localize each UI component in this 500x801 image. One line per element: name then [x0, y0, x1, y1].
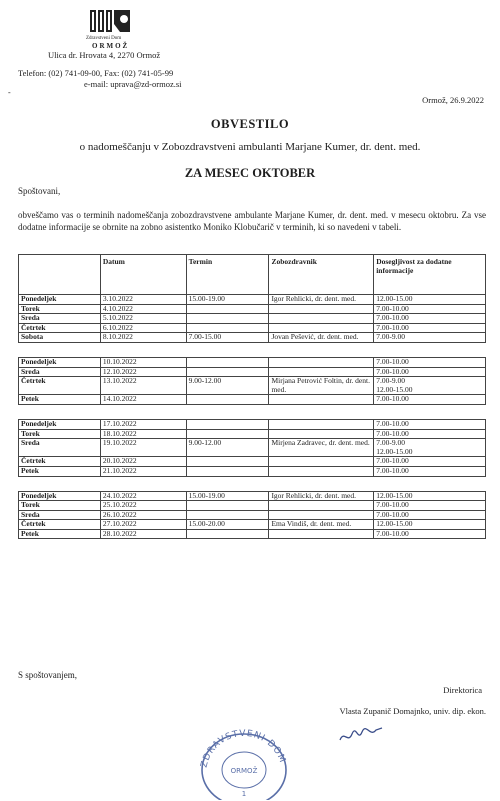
cell-dentist [269, 314, 374, 324]
cell-availability: 7.00-10.00 [374, 357, 486, 367]
month-title: ZA MESEC OKTOBER [184, 166, 316, 180]
gap-cell [269, 342, 374, 357]
cell-day: Četrtek [19, 377, 101, 395]
cell-day: Ponedeljek [19, 357, 101, 367]
official-stamp [188, 722, 300, 800]
cell-day: Torek [19, 429, 101, 439]
table-row [19, 429, 486, 439]
cell-day: Sreda [19, 439, 101, 457]
svg-text:ZDRAVSTVENI DOM: ZDRAVSTVENI DOM [199, 728, 288, 769]
table-row [19, 466, 486, 476]
cell-dentist [269, 529, 374, 539]
cell-availability: 7.00-9.00 12.00-15.00 [374, 439, 486, 457]
header-cell-dentist: Zobozdravnik [269, 255, 374, 295]
cell-date: 10.10.2022 [100, 357, 186, 367]
cell-time [186, 419, 269, 429]
cell-dentist: Mirjana Petrović Foltin, dr. dent. med. [269, 377, 374, 395]
cell-time: 15.00-20.00 [186, 520, 269, 530]
cell-date: 20.10.2022 [100, 457, 186, 467]
gap-cell [19, 404, 101, 419]
cell-availability: 12.00-15.00 [374, 520, 486, 530]
org-name-line2: ORMOŽ [92, 42, 130, 50]
cell-availability: 12.00-15.00 [374, 295, 486, 305]
cell-day: Sreda [19, 367, 101, 377]
cell-availability: 7.00-10.00 [374, 510, 486, 520]
cell-availability: 7.00-10.00 [374, 304, 486, 314]
cell-day: Četrtek [19, 323, 101, 333]
gap-cell [100, 476, 186, 491]
cell-date: 17.10.2022 [100, 419, 186, 429]
cell-date: 24.10.2022 [100, 491, 186, 501]
org-phone: Telefon: (02) 741-09-00, Fax: (02) 741-05-99 [18, 68, 174, 78]
table-row [19, 419, 486, 429]
cell-availability: 7.00-10.00 [374, 429, 486, 439]
gap-cell [100, 404, 186, 419]
cell-availability: 7.00-10.00 [374, 529, 486, 539]
closing: S spoštovanjem, [18, 670, 78, 680]
cell-date: 12.10.2022 [100, 367, 186, 377]
cell-dentist: Jovan Pešević, dr. dent. med. [269, 333, 374, 343]
document-title: OBVESTILO [210, 117, 290, 131]
table-row [19, 357, 486, 367]
cell-dentist: Ema Vindiš, dr. dent. med. [269, 520, 374, 530]
cell-dentist [269, 395, 374, 405]
cell-availability: 7.00-10.00 [374, 419, 486, 429]
cell-time [186, 466, 269, 476]
organization-logo [86, 6, 136, 36]
svg-text:ORMOŽ: ORMOŽ [230, 767, 258, 775]
schedule-table [18, 254, 486, 539]
gap-cell [374, 342, 486, 357]
table-row [19, 529, 486, 539]
cell-date: 6.10.2022 [100, 323, 186, 333]
gap-cell [374, 476, 486, 491]
cell-time [186, 304, 269, 314]
cell-time: 15.00-19.00 [186, 295, 269, 305]
cell-time [186, 501, 269, 511]
cell-day: Petek [19, 466, 101, 476]
table-row [19, 333, 486, 343]
cell-day: Ponedeljek [19, 295, 101, 305]
cell-day: Ponedeljek [19, 491, 101, 501]
table-row [19, 457, 486, 467]
gap-cell [100, 342, 186, 357]
cell-date: 4.10.2022 [100, 304, 186, 314]
cell-date: 8.10.2022 [100, 333, 186, 343]
cell-availability: 7.00-10.00 [374, 314, 486, 324]
gap-cell [374, 404, 486, 419]
table-row [19, 377, 486, 395]
cell-time: 15.00-19.00 [186, 491, 269, 501]
cell-day: Torek [19, 304, 101, 314]
cell-dentist: Igor Rehlicki, dr. dent. med. [269, 295, 374, 305]
table-header-row [19, 255, 486, 295]
gap-cell [186, 404, 269, 419]
cell-time [186, 529, 269, 539]
cell-day: Petek [19, 395, 101, 405]
table-row [19, 439, 486, 457]
cell-availability: 7.00-10.00 [374, 457, 486, 467]
cell-time [186, 395, 269, 405]
cell-date: 18.10.2022 [100, 429, 186, 439]
director-title: Direktorica [443, 685, 482, 695]
header-cell-time: Termin [186, 255, 269, 295]
cell-date: 3.10.2022 [100, 295, 186, 305]
cell-day: Četrtek [19, 520, 101, 530]
org-email[interactable]: e-mail: uprava@zd-ormoz.si [84, 79, 182, 89]
table-row [19, 501, 486, 511]
cell-dentist [269, 501, 374, 511]
cell-dentist [269, 457, 374, 467]
table-row [19, 491, 486, 501]
cell-date: 21.10.2022 [100, 466, 186, 476]
cell-time: 9.00-12.00 [186, 439, 269, 457]
cell-availability: 7.00-10.00 [374, 501, 486, 511]
cell-day: Ponedeljek [19, 419, 101, 429]
cell-availability: 7.00-10.00 [374, 395, 486, 405]
cell-dentist: Igor Rehlicki, dr. dent. med. [269, 491, 374, 501]
cell-time [186, 357, 269, 367]
cell-availability: 7.00-9.00 [374, 333, 486, 343]
cell-day: Sreda [19, 314, 101, 324]
cell-day: Sreda [19, 510, 101, 520]
cell-day: Sobota [19, 333, 101, 343]
cell-day: Petek [19, 529, 101, 539]
table-row [19, 323, 486, 333]
table-row [19, 314, 486, 324]
cell-dentist [269, 419, 374, 429]
header-cell-availability: Dosegljivost za dodatne informacije [374, 255, 486, 295]
handwritten-signature [338, 724, 384, 746]
gap-cell [19, 476, 101, 491]
intro-paragraph: obveščamo vas o terminih nadomeščanja zobozdravstvene ambulante Marjane Kumer, dr. dent. med. v mesecu oktobru. Za vse dodatne informacije se obrnite na zobno asistentko Moniko Klobučarič v terminih, ki so navedeni v tabeli. [18, 210, 486, 232]
cell-availability: 7.00-9.00 12.00-15.00 [374, 377, 486, 395]
cell-time: 9.00-12.00 [186, 377, 269, 395]
gap-cell [186, 342, 269, 357]
document-subtitle: o nadomeščanju v Zobozdravstveni ambulanti Marjane Kumer, dr. dent. med. [79, 141, 421, 153]
cell-time [186, 314, 269, 324]
cell-dentist [269, 304, 374, 314]
cell-time [186, 457, 269, 467]
header-cell-date: Datum [100, 255, 186, 295]
cell-date: 28.10.2022 [100, 529, 186, 539]
cell-date: 14.10.2022 [100, 395, 186, 405]
table-gap-row [19, 342, 486, 357]
table-row [19, 510, 486, 520]
cell-date: 5.10.2022 [100, 314, 186, 324]
greeting: Spoštovani, [18, 186, 61, 196]
gap-cell [186, 476, 269, 491]
signer-name: Vlasta Zupanič Domajnko, univ. dip. ekon. [339, 706, 486, 716]
cell-availability: 7.00-10.00 [374, 323, 486, 333]
org-name-line1: Zdravstveni Dom [86, 36, 122, 41]
table-row [19, 304, 486, 314]
table-gap-row [19, 404, 486, 419]
cell-dentist [269, 357, 374, 367]
cell-availability: 12.00-15.00 [374, 491, 486, 501]
schedule-body [19, 295, 486, 539]
cell-day: Četrtek [19, 457, 101, 467]
gap-cell [269, 476, 374, 491]
svg-text:1: 1 [241, 790, 247, 798]
cell-dentist: Mirjena Zadravec, dr. dent. med. [269, 439, 374, 457]
cell-time: 7.00-15.00 [186, 333, 269, 343]
table-row [19, 295, 486, 305]
org-address: Ulica dr. Hrovata 4, 2270 Ormož [48, 50, 161, 60]
cell-date: 19.10.2022 [100, 439, 186, 457]
cell-date: 13.10.2022 [100, 377, 186, 395]
table-row [19, 520, 486, 530]
table-row [19, 395, 486, 405]
cell-availability: 7.00-10.00 [374, 466, 486, 476]
cell-availability: 7.00-10.00 [374, 367, 486, 377]
document-date: Ormož, 26.9.2022 [422, 95, 484, 105]
table-row [19, 367, 486, 377]
cell-date: 27.10.2022 [100, 520, 186, 530]
margin-mark: - [8, 88, 11, 97]
cell-day: Torek [19, 501, 101, 511]
gap-cell [269, 404, 374, 419]
cell-date: 26.10.2022 [100, 510, 186, 520]
gap-cell [19, 342, 101, 357]
cell-date: 25.10.2022 [100, 501, 186, 511]
table-gap-row [19, 476, 486, 491]
header-cell-day [19, 255, 101, 295]
cell-dentist [269, 466, 374, 476]
